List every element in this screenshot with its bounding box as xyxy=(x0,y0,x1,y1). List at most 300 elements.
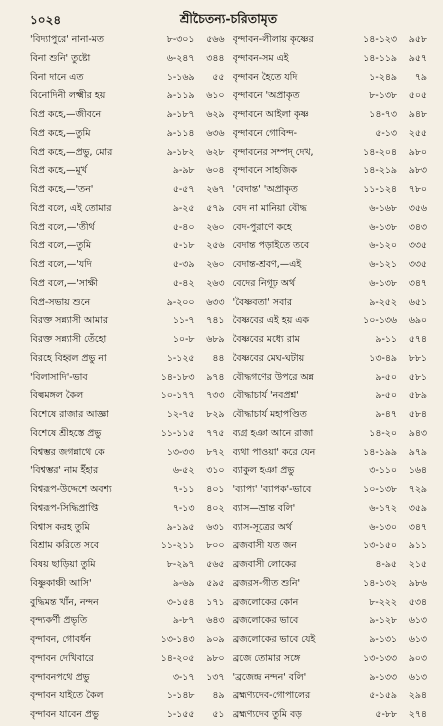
entry-page: ৫০৫ xyxy=(408,90,427,102)
entry-reference: ১৪-২১৯ xyxy=(363,165,397,177)
index-entry xyxy=(30,145,225,164)
entry-page: ৬৪৩ xyxy=(206,615,225,627)
entry-reference: ৬-২৪৭ xyxy=(166,52,195,64)
entry-reference: ৯-২৫ xyxy=(172,202,195,214)
entry-text: বেদান্ত-শ্রবণ,—এই xyxy=(232,259,302,270)
entry-page: ৬৮৯ xyxy=(206,334,225,345)
index-entry xyxy=(30,501,225,520)
entry-reference: ৯-১৩৩ xyxy=(369,671,397,683)
entry-text: ব্রজরস-গীত শুনি' xyxy=(232,577,301,589)
index-entry xyxy=(30,595,225,614)
entry-page: ২৬০ xyxy=(206,259,225,270)
index-entry xyxy=(233,576,428,595)
index-entry xyxy=(233,501,428,520)
entry-page: ৬১৩ xyxy=(408,671,427,683)
entry-reference: ৯-৬৯ xyxy=(172,577,195,589)
index-entry xyxy=(30,557,225,576)
entry-page: ৫৬৫ xyxy=(206,559,225,570)
entry-text: ব্রজলোকের ভাবে যেই xyxy=(232,634,316,645)
entry-text: বৃন্দাবন যাইতে কৈল xyxy=(30,690,104,702)
entry-text: বিপ্র বলে,—তুমি xyxy=(30,240,92,252)
entry-page: ৪৯ xyxy=(212,690,225,702)
entry-text: বৃন্দাবন যাবেন প্রভু xyxy=(30,709,99,720)
entry-text: বিনা শুনি' তুষ্টো xyxy=(30,52,91,64)
page-header xyxy=(30,8,427,30)
entry-reference: ৫-৪২ xyxy=(172,277,195,289)
index-entry xyxy=(233,107,428,126)
index-entry xyxy=(30,238,225,257)
index-entry xyxy=(30,707,225,726)
entry-reference: ১০-১৭৭ xyxy=(160,390,195,402)
entry-reference: ৫-৫৭ xyxy=(172,184,195,195)
entry-page: ৩৫৯ xyxy=(408,502,427,514)
entry-reference: ৯-২০০ xyxy=(166,296,195,308)
index-entry xyxy=(233,707,428,726)
index-entry xyxy=(233,51,428,70)
index-entry xyxy=(233,388,428,407)
entry-reference: ১-২৪৯ xyxy=(369,71,397,83)
entry-page: ৬২৯ xyxy=(206,109,225,120)
entry-reference: ১৪-২০৫ xyxy=(160,652,195,664)
entry-text: বৃন্দাবন হৈতে যদি xyxy=(232,71,298,83)
entry-text: 'বৈষ্ণবতা' সবার xyxy=(232,296,293,308)
index-entry xyxy=(233,670,428,689)
entry-page: ৬০৪ xyxy=(206,165,225,177)
entry-reference: ৮-১৩৮ xyxy=(369,90,397,102)
index-entry xyxy=(233,613,428,632)
entry-reference: ৯-৫০ xyxy=(375,371,397,383)
entry-text: বৌদ্ধাচার্য মহাপণ্ডিত xyxy=(232,409,307,420)
entry-page: ৫৮৯ xyxy=(408,390,427,402)
index-entry xyxy=(30,632,225,651)
index-entry xyxy=(30,313,225,332)
entry-page: ৬৩১ xyxy=(206,521,225,533)
entry-text: ব্রহ্মণ্যদেব তুমি বড় xyxy=(232,709,302,720)
entry-reference: ১-১২৫ xyxy=(166,352,195,364)
entry-text: বৌদ্ধগণের উপরে অন্ন xyxy=(232,371,314,383)
entry-text: 'ব্যাপ্য' 'ব্যাপক'-ভাবে xyxy=(232,484,312,495)
entry-text: ব্রজলোকের ভাবে xyxy=(232,615,299,627)
entry-page: ৯৪৮ xyxy=(408,109,427,120)
entry-text: ব্রজবাসী যত জন xyxy=(232,540,297,552)
page-number: ১০২৪ xyxy=(30,13,62,27)
entry-text: বিশ্রাম করিতে সবে xyxy=(30,540,99,552)
entry-reference: ৬-১৩৮ xyxy=(369,221,397,233)
entry-text: বিনোদিনী লক্ষ্মীর হয় xyxy=(30,90,106,102)
entry-text: ব্রহ্মণ্যদেব-গোপালের xyxy=(232,690,311,702)
entry-page: ৩৪৩ xyxy=(408,221,427,233)
index-entry xyxy=(30,163,225,182)
entry-text: বিরক্ত সন্ন্যাসী তেঁহো xyxy=(30,334,107,345)
entry-page: ৫৫ xyxy=(212,71,225,83)
book-title: শ্রীচৈতন্য-চরিতামৃত xyxy=(179,11,278,26)
entry-page: ৭৪১ xyxy=(206,315,225,327)
entry-reference: ১৪-১৮৩ xyxy=(160,371,195,383)
index-entry xyxy=(30,670,225,689)
entry-reference: ৫-৩৯ xyxy=(172,259,195,270)
entry-reference: ৩-১৫৪ xyxy=(166,596,195,608)
entry-reference: ৮-৩০১ xyxy=(166,34,195,45)
entry-reference: ৭-১৩ xyxy=(172,502,195,514)
entry-page: ৫৬৬ xyxy=(206,34,225,45)
index-entry xyxy=(30,388,225,407)
index-entry xyxy=(233,313,428,332)
entry-text: বৃন্দাবন, গোবর্ধন xyxy=(30,634,91,645)
entry-text: বিশ্বম্ভর জগন্নাথে কে xyxy=(30,446,105,458)
entry-reference: ১৪-১২৩ xyxy=(363,34,397,45)
entry-reference: ৯-১১ xyxy=(375,334,397,345)
entry-page: ৯৮০ xyxy=(206,652,225,664)
entry-page: ৩৪৪ xyxy=(206,52,225,64)
entry-page: ৬২৮ xyxy=(206,146,225,158)
entry-reference: ১৪-১৩২ xyxy=(363,577,397,589)
entry-page: ৯১১ xyxy=(408,540,427,552)
entry-text: বিপ্র বলে,—'তীর্থ xyxy=(30,221,95,233)
entry-text: বিপ্র-সভায় শুনে xyxy=(30,296,91,308)
entry-page: ৯৮০ xyxy=(408,146,427,158)
entry-page: ৯৭৪ xyxy=(206,371,225,383)
entry-page: ১৭১ xyxy=(206,596,225,608)
index-entry xyxy=(30,520,225,539)
entry-text: বৃন্দাবনে গোবিন্দ- xyxy=(232,127,297,139)
entry-reference: ৯-১৯৫ xyxy=(166,521,195,533)
index-entry xyxy=(30,70,225,89)
entry-text: 'বিলাসাদি'-ভাব xyxy=(30,371,88,383)
index-entry xyxy=(30,32,225,51)
index-entry xyxy=(233,351,428,370)
entry-page: ৩৫৬ xyxy=(408,202,427,214)
entry-reference: ৬-১২১ xyxy=(369,259,397,270)
index-entry xyxy=(30,51,225,70)
entry-text: বৈষ্ণবের এই হয় এক xyxy=(232,315,309,327)
index-entry xyxy=(30,613,225,632)
entry-reference: ৩-১১০ xyxy=(369,465,397,477)
entry-text: বৃন্দাবন দেখিবারে xyxy=(30,652,94,664)
entry-text: বিনা দানে এত xyxy=(30,71,84,83)
entry-reference: ৯-১৮৭ xyxy=(166,109,195,120)
entry-reference: ৩-১৭ xyxy=(172,671,195,683)
entry-text: বিপ্র কহে,—প্রভু, মোর xyxy=(30,146,113,158)
index-entry xyxy=(233,32,428,51)
entry-reference: ১৩-১৪৩ xyxy=(160,634,195,645)
entry-reference: ৮-২৯৭ xyxy=(166,559,195,570)
entry-text: বৃন্দাবনে 'অপ্রাকৃত xyxy=(232,90,300,102)
index-entry xyxy=(30,295,225,314)
entry-page: ৮৭২ xyxy=(206,446,225,458)
entry-text: বিশ্বাস করহ তুমি xyxy=(30,521,90,533)
index-entry xyxy=(30,482,225,501)
index-entry xyxy=(233,463,428,482)
entry-page: ৯৮৩ xyxy=(408,165,427,177)
index-entry xyxy=(30,538,225,557)
entry-text: বিরহে বিহ্বল প্রভু না xyxy=(30,352,107,364)
entry-page: ৫৯৫ xyxy=(206,577,225,589)
entry-reference: ১১-৭ xyxy=(172,315,195,327)
entry-page: ৯৫৮ xyxy=(408,34,427,45)
entry-reference: ৫-৪০ xyxy=(172,221,195,233)
entry-reference: ৫-৮৮ xyxy=(375,709,397,720)
entry-page: ২৯৪ xyxy=(408,690,427,702)
entry-text: বেদ না মানিয়া বৌদ্ধ xyxy=(232,202,307,214)
entry-text: বিশেষে রাজার আজ্ঞা xyxy=(30,409,109,420)
entry-page: ৬৯০ xyxy=(408,315,427,327)
entry-page: ৯৫৭ xyxy=(408,52,427,64)
entry-page: ৪০২ xyxy=(206,502,225,514)
index-entry xyxy=(30,332,225,351)
entry-text: বৃন্দাবন-লীলায় কৃষ্ণের xyxy=(232,34,314,45)
index-entry xyxy=(30,688,225,707)
entry-reference: ৯-১৮২ xyxy=(166,146,195,158)
entry-reference: ৯-৯৮ xyxy=(172,165,195,177)
index-entry xyxy=(233,538,428,557)
entry-reference: ৬-৫২ xyxy=(172,465,195,477)
index-column-left xyxy=(30,32,225,726)
index-entry xyxy=(233,126,428,145)
entry-page: ৩৪৭ xyxy=(408,521,427,533)
entry-reference: ৬-১৬৮ xyxy=(369,202,397,214)
entry-page: ৩৪৭ xyxy=(408,277,427,289)
entry-page: ৯৭৯ xyxy=(408,446,427,458)
entry-text: বিশ্বরূপ-উদ্দেশে অবশ্য xyxy=(30,484,112,495)
entry-reference: ৯-১৩১ xyxy=(369,634,397,645)
index-entry xyxy=(233,70,428,89)
entry-reference: ৬-১২০ xyxy=(369,240,397,252)
entry-reference: ৯-১১৯ xyxy=(166,90,195,102)
index-entry xyxy=(233,688,428,707)
entry-page: ২৬৭ xyxy=(206,184,225,195)
index-entry xyxy=(30,407,225,426)
entry-reference: ৫-১৫৯ xyxy=(369,690,397,702)
entry-page: ২৭৪ xyxy=(408,709,427,720)
entry-reference: ১০-১৩৮ xyxy=(363,484,397,495)
entry-reference: ১-১৪৮ xyxy=(166,690,195,702)
index-entry xyxy=(30,257,225,276)
index-entry xyxy=(30,182,225,201)
entry-text: বিপ্র কহে,—'তন' xyxy=(30,184,94,195)
entry-page: ৩৩৫ xyxy=(408,240,427,252)
entry-page: ৪০১ xyxy=(206,484,225,495)
entry-reference: ৭-১১ xyxy=(172,484,195,495)
entry-text: ব্যগ্র হঞা আনে রাজা xyxy=(232,427,314,439)
entry-text: বুদ্ধিমন্ত খাঁন, নন্দন xyxy=(30,596,99,608)
entry-reference: ১৩-১৩৩ xyxy=(363,652,397,664)
index-entry xyxy=(30,576,225,595)
entry-reference: ১৩-৩৩ xyxy=(166,446,195,458)
index-entry xyxy=(30,351,225,370)
entry-page: ৪৪ xyxy=(212,352,225,364)
index-entry xyxy=(30,651,225,670)
index-entry xyxy=(233,632,428,651)
index-entry xyxy=(30,463,225,482)
index-entry xyxy=(30,201,225,220)
entry-reference: ১০-৮ xyxy=(172,334,195,345)
index-entry xyxy=(30,426,225,445)
entry-page: ৭২৯ xyxy=(408,484,427,495)
index-entry xyxy=(233,370,428,389)
entry-text: বেদের নিগূঢ় অর্থ xyxy=(232,277,296,289)
entry-text: ব্রজলোকের কোন xyxy=(232,596,299,608)
entry-text: বৃন্দাবনে আইলা কৃষ্ণ xyxy=(232,109,309,120)
entry-reference: ১১-১২৪ xyxy=(363,184,397,195)
index-entry xyxy=(233,257,428,276)
entry-text: বৃন্দাবন-সম এই xyxy=(232,52,289,64)
index-entry xyxy=(233,595,428,614)
entry-text: বেদান্ত পড়াইতে তবে xyxy=(232,240,310,252)
entry-reference: ৬-১৩০ xyxy=(369,521,397,533)
entry-page: ৬৩৬ xyxy=(206,127,225,139)
entry-page: ৯০৩ xyxy=(408,652,427,664)
entry-reference: ১৩-৪৯ xyxy=(369,352,397,364)
entry-page: ৭৩৩ xyxy=(206,390,225,402)
index-entry xyxy=(233,445,428,464)
entry-page: ৬১০ xyxy=(206,90,225,102)
index-entry xyxy=(233,426,428,445)
entry-text: বৃন্দাবনপথে প্রভু xyxy=(30,671,90,683)
index-entry xyxy=(233,238,428,257)
entry-page: ২৫৬ xyxy=(206,240,225,252)
entry-page: ৮২৯ xyxy=(206,409,225,420)
index-entry xyxy=(30,88,225,107)
entry-page: ১৬৪ xyxy=(408,465,427,477)
entry-page: ২৬০ xyxy=(206,221,225,233)
entry-page: ৬৫১ xyxy=(408,296,427,308)
entry-page: ৭৭৫ xyxy=(206,427,225,439)
entry-text: বিশ্বরূপ-সিদ্ধিপ্রাপ্তি xyxy=(30,502,99,514)
entry-page: ৬১৩ xyxy=(408,615,427,627)
entry-page: ১৩৭ xyxy=(206,671,225,683)
entry-text: বিপ্র বলে, এই তোমার xyxy=(30,202,112,214)
entry-reference: ১৪-২০ xyxy=(369,427,397,439)
index-entry xyxy=(233,88,428,107)
index-entry xyxy=(30,370,225,389)
entry-text: বিপ্র কহে,—তুমি xyxy=(30,127,91,139)
entry-page: ২৬৩ xyxy=(206,277,225,289)
entry-reference: ৮-২২২ xyxy=(369,596,397,608)
entry-text: ব্যথা পাওয়া' করে যেন xyxy=(232,446,316,458)
entry-reference: ১০-১৩৬ xyxy=(363,315,397,327)
entry-page: ৫৭৯ xyxy=(206,202,225,214)
entry-text: বিপ্র কহে,—মূর্খ xyxy=(30,165,87,177)
index-entry xyxy=(233,407,428,426)
entry-page: ৫৭৪ xyxy=(408,334,427,345)
entry-reference: ৯-২৫২ xyxy=(369,296,397,308)
entry-reference: ৪-৯৫ xyxy=(375,559,397,570)
index-entry xyxy=(233,557,428,576)
entry-page: ৯০৯ xyxy=(206,634,225,645)
entry-reference: ১-১৬৯ xyxy=(166,71,195,83)
index-entry xyxy=(233,295,428,314)
index-entry xyxy=(233,520,428,539)
entry-text: বেদ-পুরাণে কহে xyxy=(232,221,292,233)
entry-text: বিশেষে শ্রীহস্তে প্রভু xyxy=(30,427,102,439)
index-entry xyxy=(30,126,225,145)
entry-text: বিষ্ণুকাঞ্চী আসি' xyxy=(30,577,92,589)
entry-text: বিপ্র কহে,—জীবনে xyxy=(30,109,102,120)
entry-text: ব্রজবাসী লোকের xyxy=(232,559,297,570)
entry-reference: ১৪-১৯৯ xyxy=(363,446,397,458)
entry-reference: ৯-৮৭ xyxy=(172,615,195,627)
entry-text: বিপ্র বলে,—'যদি xyxy=(30,259,92,270)
entry-text: 'বিদ্যাপুরে' নানা-মত xyxy=(30,34,104,45)
entry-reference: ১১-১১৫ xyxy=(160,427,195,439)
entry-text: বিপ্র বলে,—'সাক্ষী xyxy=(30,277,98,289)
index-entry xyxy=(233,201,428,220)
entry-page: ৮০০ xyxy=(206,540,225,552)
index-entry xyxy=(233,332,428,351)
entry-page: ২১৫ xyxy=(408,559,427,570)
entry-reference: ৬-১৭২ xyxy=(369,502,397,514)
index-entry xyxy=(30,220,225,239)
entry-page: ২৫৫ xyxy=(408,127,427,139)
entry-text: ব্যাস—ভ্রান্ত বলি' xyxy=(232,502,296,514)
entry-text: ব্যাকুল হঞা প্রভু xyxy=(232,465,295,477)
index-entry xyxy=(233,182,428,201)
entry-page: ৯৪৩ xyxy=(408,427,427,439)
entry-page: ৭৯ xyxy=(414,71,427,83)
entry-page: ৬৩৩ xyxy=(206,296,225,308)
entry-text: বৃন্দাবনে সাহজিক xyxy=(232,165,297,177)
entry-reference: ১৪-২০৪ xyxy=(363,146,397,158)
entry-page: ৭৮০ xyxy=(408,184,427,195)
index-columns xyxy=(30,32,427,726)
index-column-right xyxy=(233,32,428,726)
index-entry xyxy=(233,145,428,164)
entry-reference: ১-১৫৫ xyxy=(166,709,195,720)
index-entry xyxy=(233,276,428,295)
entry-page: ৫৩৪ xyxy=(408,596,427,608)
index-entry xyxy=(30,276,225,295)
entry-reference: ৯-১১৪ xyxy=(166,127,195,139)
entry-reference: ৫-১৩ xyxy=(375,127,397,139)
entry-page: ৫১ xyxy=(212,709,225,720)
index-entry xyxy=(233,163,428,182)
entry-page: ৯৮৬ xyxy=(408,577,427,589)
entry-text: ব্রজে তোমার সঙ্গে xyxy=(232,652,301,664)
entry-reference: ১৪-৭৩ xyxy=(369,109,397,120)
entry-reference: ৬-১৩৮ xyxy=(369,277,397,289)
entry-text: বৈষ্ণবের মধ্যে রাম xyxy=(232,334,300,345)
entry-reference: ১১-২১১ xyxy=(160,540,195,552)
entry-reference: ১৪-১১৯ xyxy=(363,52,397,64)
entry-page: ৮৮১ xyxy=(408,352,427,364)
entry-text: 'বেদান্ত' 'অপ্রাকৃত xyxy=(232,184,298,195)
entry-text: বৃন্দ্যকর্ণী প্রভৃতি xyxy=(30,615,88,627)
entry-reference: ৫-১৮ xyxy=(172,240,195,252)
index-entry xyxy=(233,220,428,239)
entry-text: ব্যাস-সূত্রের অর্থ xyxy=(232,521,292,533)
entry-reference: ৯-১২৮ xyxy=(369,615,397,627)
entry-text: বৃন্দাবনের সম্পদ্ দেখ, xyxy=(232,146,314,158)
entry-text: বৌদ্ধাচার্য 'নবপ্রশ্ন' xyxy=(232,390,299,402)
index-entry xyxy=(233,482,428,501)
index-entry xyxy=(30,445,225,464)
entry-text: বিষয় ছাড়িয়া তুমি xyxy=(30,559,96,570)
entry-page: ৫৮৪ xyxy=(408,409,427,420)
entry-page: ৬১৩ xyxy=(408,634,427,645)
entry-text: বিল্বমঙ্গল কৈল xyxy=(30,390,84,402)
entry-text: বৈষ্ণবের মেঘ-ঘটায় xyxy=(232,352,305,364)
entry-page: ৩৩৫ xyxy=(408,259,427,270)
index-entry xyxy=(30,107,225,126)
entry-text: বিরক্ত সন্ন্যাসী আমার xyxy=(30,315,108,327)
entry-reference: ৯-৪৭ xyxy=(375,409,397,420)
entry-reference: ১৩-১৫০ xyxy=(363,540,397,552)
entry-text: 'ব্রজেন্দ্র নন্দন' বলি' xyxy=(232,671,307,683)
index-entry xyxy=(233,651,428,670)
entry-page: ৫৮১ xyxy=(408,371,427,383)
entry-page: ৩১০ xyxy=(206,465,225,477)
entry-text: 'বিশ্বম্ভর' নাম ইঁহার xyxy=(30,465,99,477)
